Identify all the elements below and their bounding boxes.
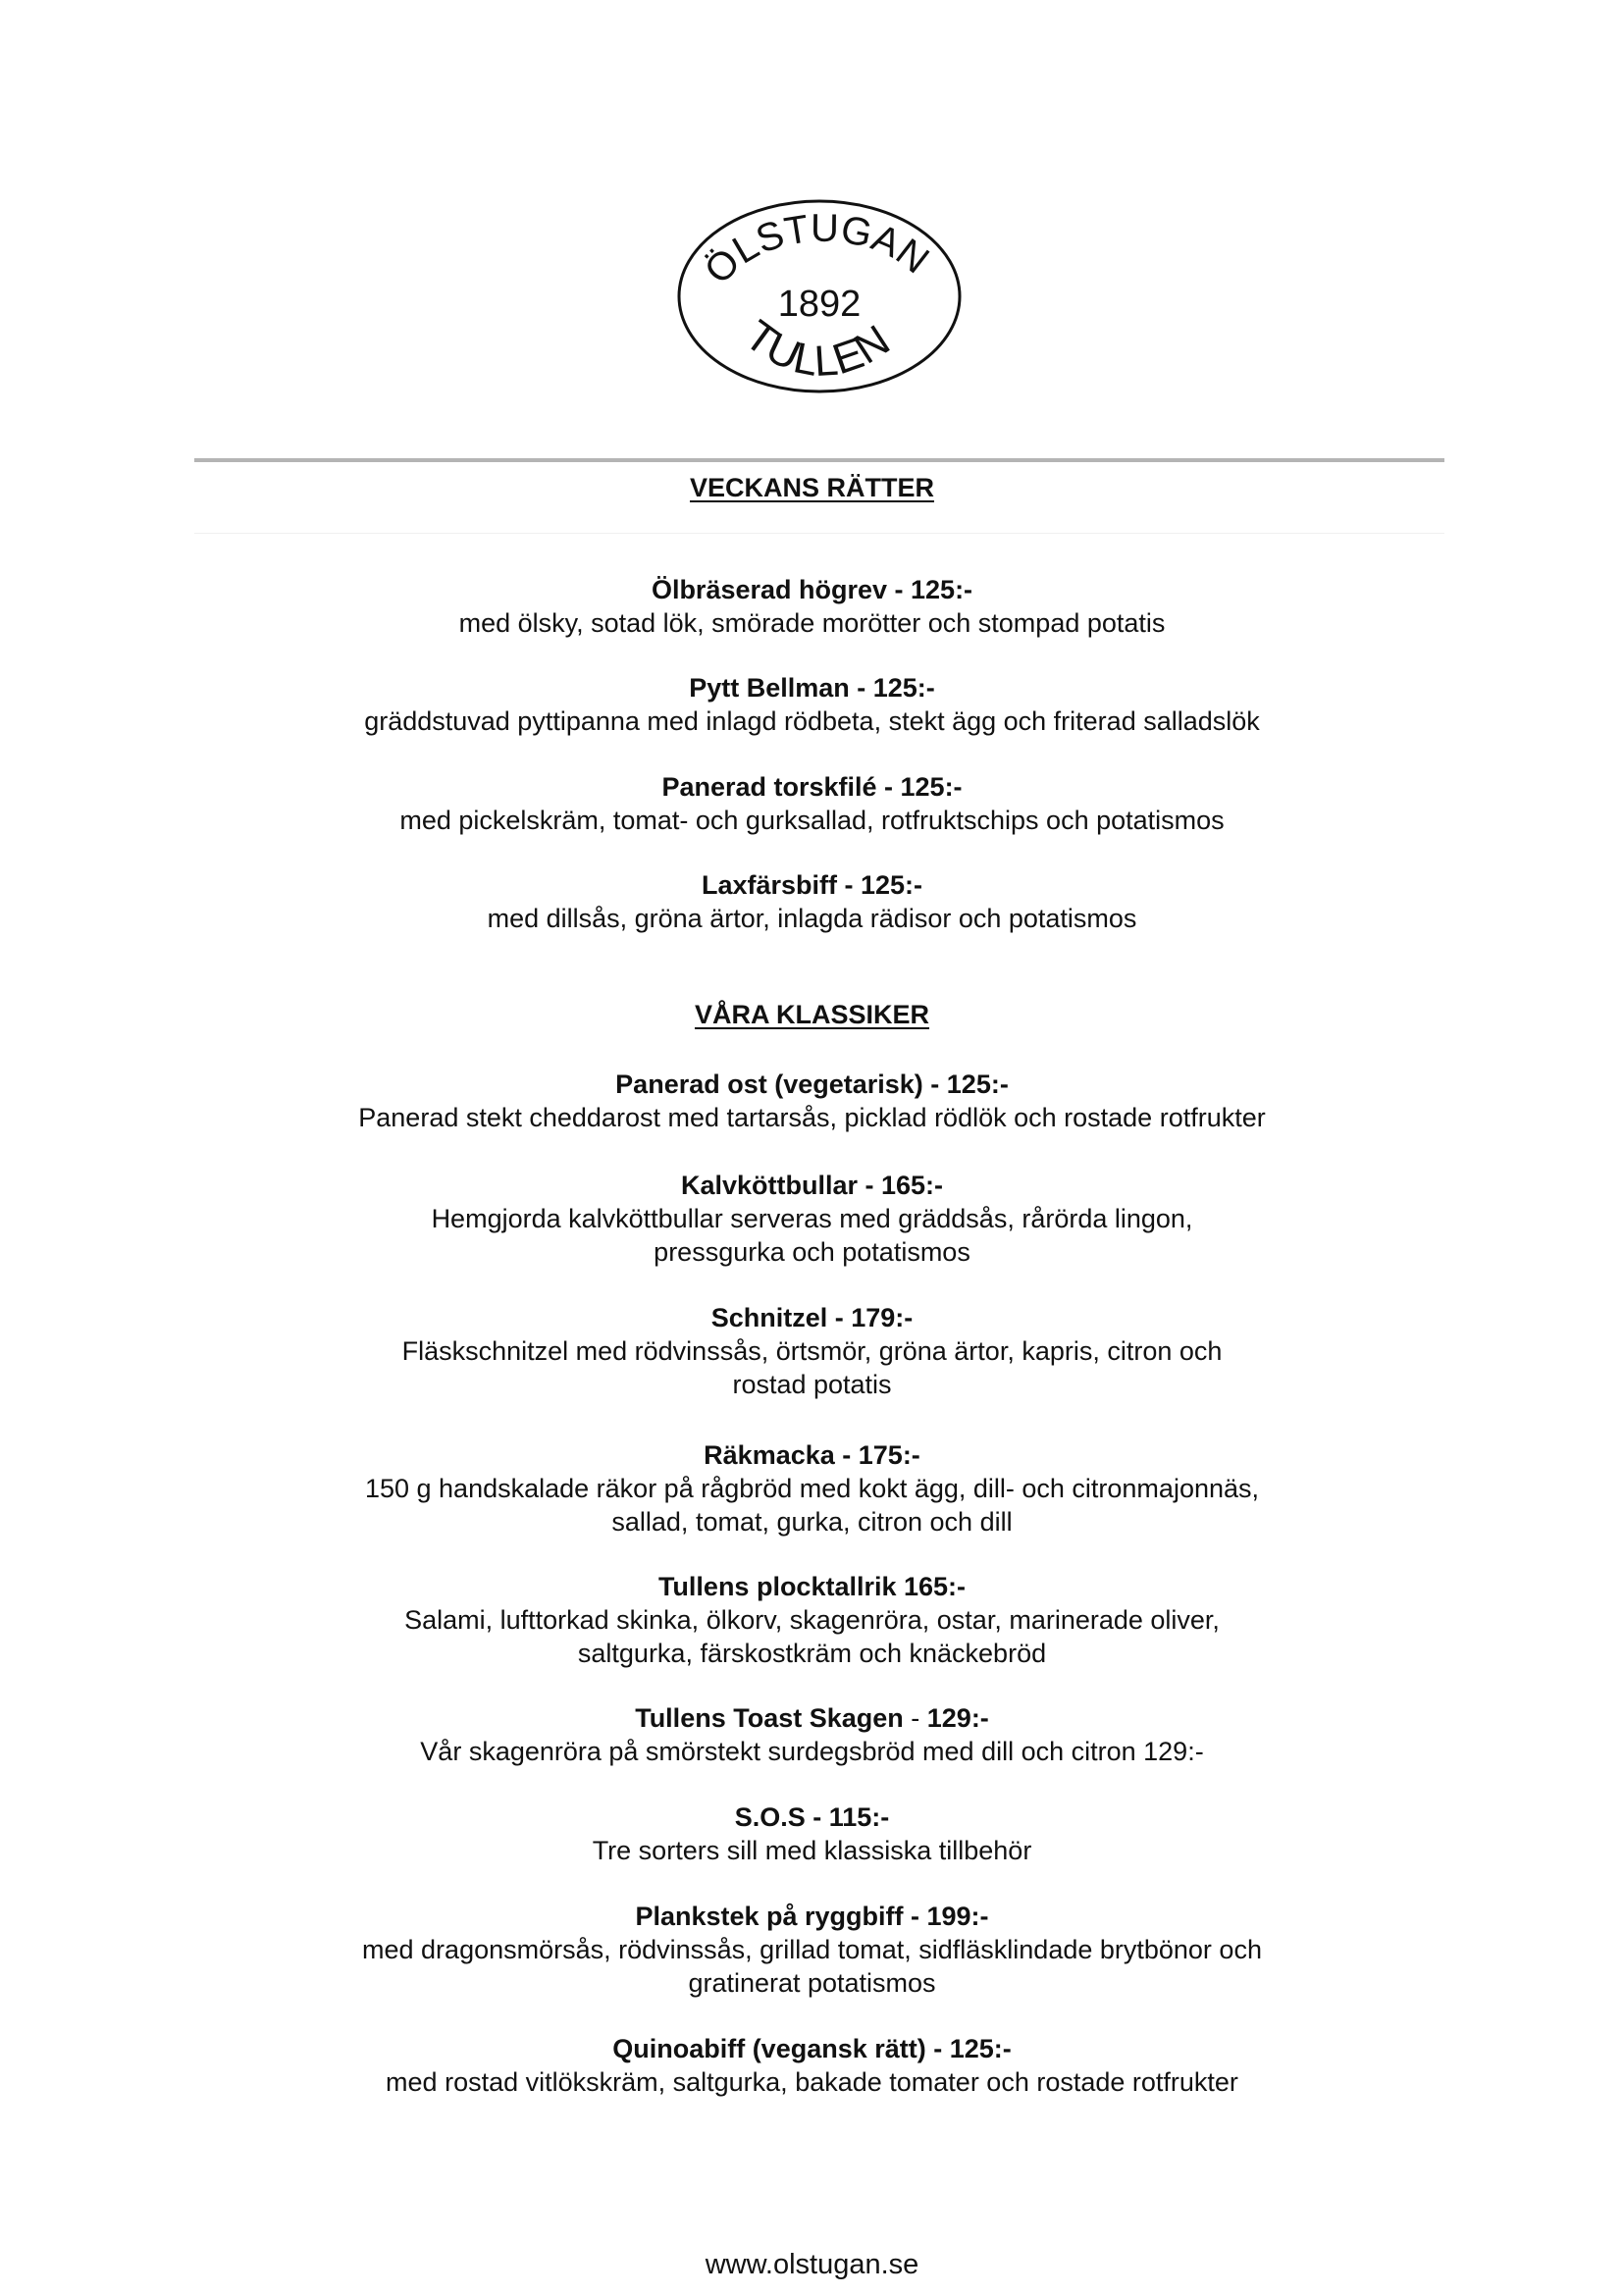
dish-description: Vår skagenröra på smörstekt surdegsbröd med dill och citron 129:- [420, 1737, 1204, 1766]
dish-name [0, 1701, 1624, 1735]
dish-name: Ölbräserad högrev - 125:- [651, 575, 973, 604]
dish-description: gräddstuvad pyttipanna med inlagd rödbeta, stekt ägg och friterad salladslök [364, 706, 1260, 736]
logo-seal [672, 196, 967, 397]
dish-name: Kalvköttbullar - 165:- [680, 1171, 944, 1200]
dish-description: Hemgjorda kalvköttbullar serveras med gräddsås, rårörda lingon, pressgurka och potatismos [431, 1204, 1193, 1267]
dish-description: Fläskschnitzel med rödvinssås, örtsmör, gröna ärtor, kapris, citron och rostad potatis [401, 1336, 1223, 1399]
dish-description: Panerad stekt cheddarost med tartarsås, picklad rödlök och rostade rotfrukter [358, 1103, 1266, 1132]
dish-olbraserad-hogrev [0, 573, 1624, 640]
dish-description: med dragonsmörsås, rödvinssås, grillad tomat, sidfläsklindade brytbönor och gratinerat potatismos [362, 1935, 1262, 1998]
dish-name-text: Tullens Toast Skagen [635, 1703, 904, 1733]
dish-name: Tullens plocktallrik 165:- [657, 1572, 967, 1601]
logo-bottom-text: TULLEN [736, 311, 899, 387]
dish-name: Quinoabiff (vegansk rätt) - 125:- [612, 2034, 1012, 2063]
section-divider [194, 533, 1444, 534]
dish-price: 129:- [926, 1703, 989, 1733]
restaurant-logo [672, 196, 967, 397]
dish-rakmacka [0, 1438, 1624, 1539]
dish-description: 150 g handskalade räkor på rågbröd med kokt ägg, dill- och citronmajonnäs, sallad, tomat, gurka, citron och dill [364, 1474, 1260, 1537]
dish-description: med pickelskräm, tomat- och gurksallad, rotfruktschips och potatismos [399, 806, 1225, 835]
dish-name-separator: - [903, 1703, 927, 1733]
dish-quinoabiff [0, 2032, 1624, 2099]
dish-tullens-toast-skagen [0, 1701, 1624, 1768]
dish-name: Plankstek på ryggbiff - 199:- [635, 1902, 989, 1931]
dish-description: med ölsky, sotad lök, smörade morötter och stompad potatis [458, 608, 1166, 638]
dish-name: S.O.S - 115:- [734, 1802, 890, 1832]
top-divider [194, 458, 1444, 462]
dish-name: Pytt Bellman - 125:- [689, 673, 935, 703]
logo-year: 1892 [777, 284, 862, 325]
dish-name: Panerad torskfilé - 125:- [661, 772, 963, 802]
dish-description: Tre sorters sill med klassiska tillbehör [592, 1836, 1032, 1865]
dish-description: med rostad vitlökskräm, saltgurka, bakade tomater och rostade rotfrukter [386, 2067, 1238, 2097]
dish-name: Schnitzel - 179:- [710, 1303, 914, 1332]
dish-description: med dillsås, gröna ärtor, inlagda rädisor och potatismos [487, 904, 1137, 933]
dish-kalvkottbullar [0, 1169, 1624, 1269]
dish-plankstek [0, 1900, 1624, 2000]
dish-laxfarsbiff [0, 868, 1624, 935]
dish-tullens-plocktallrik [0, 1570, 1624, 1670]
dish-pytt-bellman [0, 671, 1624, 738]
dish-description: Salami, lufttorkad skinka, ölkorv, skagenröra, ostar, marinerade oliver, saltgurka, färskostkräm och knäckebröd [404, 1605, 1220, 1668]
classics-section-title: VÅRA KLASSIKER [694, 1000, 930, 1029]
dish-panerad-torskfile [0, 770, 1624, 837]
dish-name: Panerad ost (vegetarisk) - 125:- [615, 1069, 1009, 1099]
weekly-section-title: VECKANS RÄTTER [689, 473, 934, 502]
dish-name: Laxfärsbiff - 125:- [701, 870, 923, 900]
dish-schnitzel [0, 1301, 1624, 1401]
logo-top-text: ÖLSTUGAN [696, 206, 937, 292]
dish-sos [0, 1800, 1624, 1867]
footer-website: www.olstugan.se [705, 2249, 919, 2280]
dish-name: Räkmacka - 175:- [704, 1440, 920, 1470]
dish-panerad-ost [0, 1068, 1624, 1134]
